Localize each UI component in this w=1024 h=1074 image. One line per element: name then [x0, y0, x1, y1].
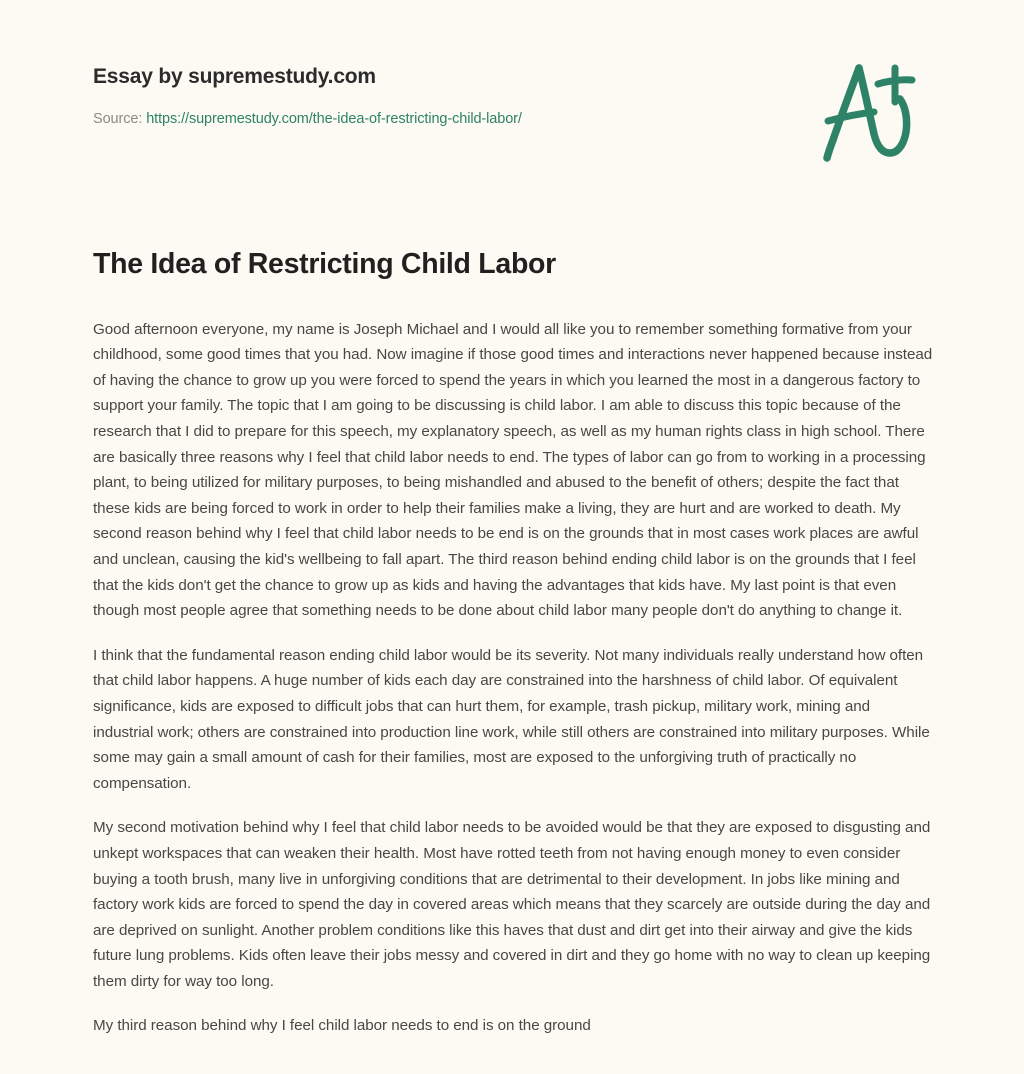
a-plus-logo	[812, 58, 932, 168]
essay-paragraph: My second motivation behind why I feel that child labor needs to be avoided would be that they are exposed to disgusting and unkept workspaces that can weaken their health. Most have rotted teeth from not having enough money to even consider buying a tooth brush, many live in unforgiving conditions that are detrimental to their development. In jobs like mining and factory work kids are forced to spend the day in covered areas which means that they scarcely are outside during the day and are deprived on sunlight. Another problem conditions like this haves that dust and dirt get into their airway and give the kids future lung problems. Kids often leave their jobs messy and covered in dirt and they go home with no way to clean up keeping them dirty for way too long.	[93, 819, 931, 990]
essay-paragraph: My third reason behind why I feel child labor needs to end is on the ground	[93, 1017, 591, 1035]
page-header	[0, 0, 1024, 200]
essay-body	[93, 317, 933, 1039]
page-title: The Idea of Restricting Child Labor	[93, 248, 556, 280]
source-label: Source:	[93, 111, 143, 128]
a-plus-handwritten-logo-icon	[812, 58, 932, 168]
source-url-link[interactable]: https://supremestudy.com/the-idea-of-restricting-child-labor/	[146, 111, 522, 128]
essay-byline: Essay by supremestudy.com	[93, 65, 376, 88]
document-content	[93, 247, 933, 1039]
essay-paragraph: I think that the fundamental reason ending child labor would be its severity. Not many individuals really understand how often that child labor happens. A huge number of kids each day are constrained into the harshness of child labor. Of equivalent significance, kids are exposed to difficult jobs that can hurt them, for example, trash pickup, military work, mining and industrial work; others are constrained into production line work, while still others are constrained into military purposes. While some may gain a small amount of cash for their families, most are exposed to the unforgiving truth of practically no compensation.	[93, 646, 930, 792]
source-line	[93, 111, 522, 127]
header-meta-block	[93, 64, 522, 127]
essay-paragraph: Good afternoon everyone, my name is Joseph Michael and I would all like you to remember something formative from your childhood, some good times that you had. Now imagine if those good times and interactions never happened because instead of having the chance to grow up you were forced to spend the years in which you learned the most in a dangerous factory to support your family. The topic that I am going to be discussing is child labor. I am able to discuss this topic because of the research that I did to prepare for this speech, my explanatory speech, as well as my human rights class in high school. There are basically three reasons why I feel that child labor needs to end. The types of labor can go from to working in a processing plant, to being utilized for military purposes, to being mishandled and abused to the benefit of others; despite the fact that these kids are being forced to work in order to help their families make a living, they are hurt and are worked to death. My second reason behind why I feel that child labor needs to be end is on the grounds that in most cases work places are awful and unclean, causing the kid's wellbeing to fall apart. The third reason behind ending child labor is on the grounds that I feel that the kids don't get the chance to grow up as kids and having the advantages that kids have. My last point is that even though most people agree that something needs to be done about child labor many people don't do anything to change it.	[93, 320, 933, 620]
